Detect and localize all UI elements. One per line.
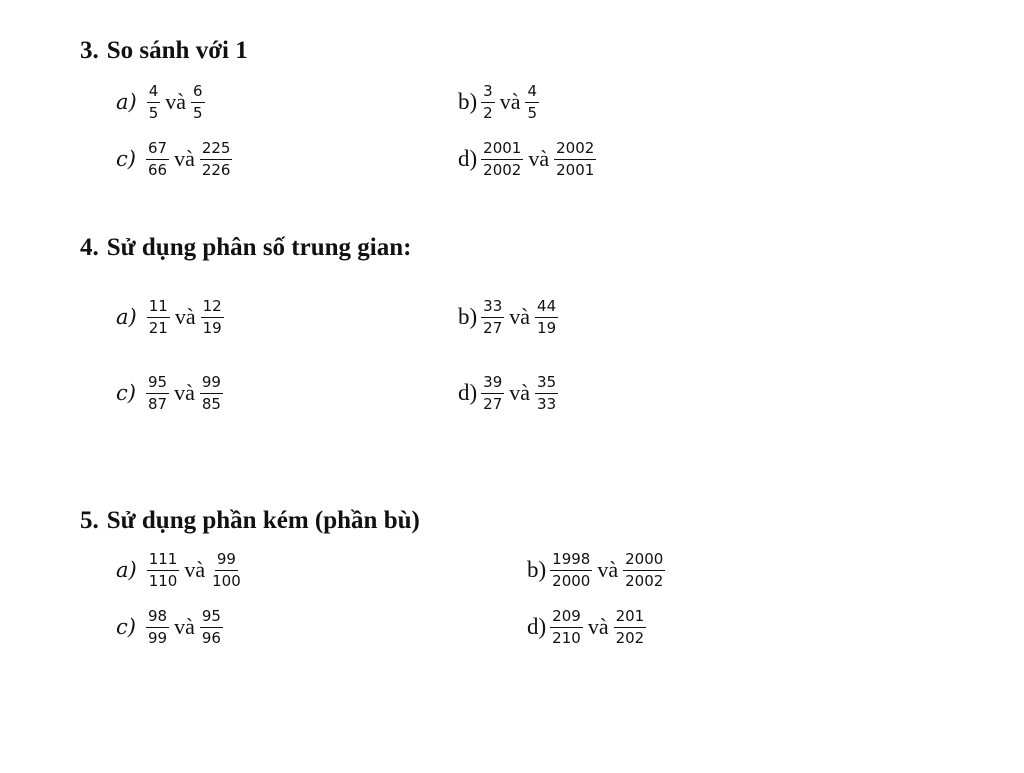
fraction-left <box>481 82 495 123</box>
numerator: 2000 <box>623 550 665 571</box>
numerator: 99 <box>200 373 223 394</box>
numerator: 3 <box>481 82 495 103</box>
conjunction: và <box>174 146 195 171</box>
exercise-4d <box>458 368 558 418</box>
numerator: 33 <box>481 297 504 318</box>
section-number: 3. <box>80 37 99 64</box>
denominator: 2002 <box>625 571 664 590</box>
conjunction: và <box>509 380 531 405</box>
fraction-right <box>535 297 558 338</box>
fraction-right <box>525 82 539 123</box>
fraction-left <box>550 607 583 648</box>
fraction-left <box>147 550 180 591</box>
conjunction: và <box>509 304 531 329</box>
numerator: 99 <box>215 550 238 571</box>
numerator: 35 <box>535 373 558 394</box>
section-title: So sánh với 1 <box>106 37 248 64</box>
exercise-5c <box>116 602 223 652</box>
fraction-left <box>147 297 170 338</box>
numerator: 2002 <box>554 139 596 160</box>
denominator: 87 <box>147 394 168 413</box>
fraction-right <box>614 607 647 648</box>
fraction-right <box>191 82 205 123</box>
numerator: 95 <box>146 373 169 394</box>
denominator: 2002 <box>483 160 522 179</box>
item-label: a) <box>116 558 137 582</box>
denominator: 21 <box>148 318 168 337</box>
numerator: 225 <box>200 139 233 160</box>
exercise-4a <box>116 292 224 342</box>
conjunction: và <box>528 146 550 171</box>
denominator: 19 <box>202 318 222 337</box>
numerator: 67 <box>146 139 169 160</box>
section-5-heading <box>80 506 420 536</box>
denominator: 210 <box>552 628 581 647</box>
numerator: 44 <box>535 297 558 318</box>
item-label: b) <box>527 557 547 582</box>
denominator: 99 <box>147 628 168 647</box>
fraction-right <box>623 550 665 591</box>
denominator: 2001 <box>556 160 595 179</box>
numerator: 6 <box>191 82 205 103</box>
fraction-right <box>200 607 223 648</box>
numerator: 201 <box>614 607 647 628</box>
exercise-4c <box>116 368 223 418</box>
denominator: 19 <box>537 318 557 337</box>
conjunction: và <box>597 557 619 582</box>
item-label: c) <box>116 381 136 405</box>
exercise-3a <box>116 77 205 127</box>
item-label: d) <box>458 380 478 405</box>
exercise-3c <box>116 134 232 184</box>
conjunction: và <box>184 557 206 582</box>
fraction-right <box>200 373 223 414</box>
section-number: 4. <box>80 234 99 261</box>
numerator: 95 <box>200 607 223 628</box>
item-label: b) <box>458 89 478 114</box>
conjunction: và <box>499 89 521 114</box>
item-label: d) <box>458 146 478 171</box>
item-label: a) <box>116 305 137 329</box>
section-title: Sử dụng phân số trung gian: <box>106 234 412 261</box>
section-4-heading <box>80 233 411 263</box>
denominator: 5 <box>148 103 159 122</box>
item-label: a) <box>116 90 137 114</box>
fraction-left <box>481 373 504 414</box>
section-title: Sử dụng phần kém (phần bù) <box>106 507 420 534</box>
fraction-left <box>147 82 161 123</box>
exercise-3d <box>458 134 596 184</box>
numerator: 98 <box>146 607 169 628</box>
item-label: c) <box>116 147 136 171</box>
fraction-left <box>481 139 523 180</box>
exercise-5d <box>527 602 646 652</box>
denominator: 85 <box>201 394 221 413</box>
section-number: 5. <box>80 507 99 534</box>
exercise-3b <box>458 77 539 127</box>
exercise-4b <box>458 292 558 342</box>
denominator: 5 <box>193 103 203 122</box>
numerator: 39 <box>481 373 504 394</box>
numerator: 4 <box>147 82 161 103</box>
denominator: 110 <box>148 571 178 590</box>
fraction-right <box>535 373 558 414</box>
fraction-right <box>210 550 243 591</box>
conjunction: và <box>174 614 195 639</box>
item-label: d) <box>527 614 547 639</box>
numerator: 2001 <box>481 139 523 160</box>
item-label: c) <box>116 615 136 639</box>
fraction-left <box>481 297 504 338</box>
numerator: 12 <box>201 297 224 318</box>
fraction-left <box>146 373 169 414</box>
fraction-left <box>146 139 169 180</box>
denominator: 2000 <box>552 571 591 590</box>
exercise-5a <box>116 545 243 595</box>
conjunction: và <box>174 304 196 329</box>
denominator: 66 <box>147 160 168 179</box>
item-label: b) <box>458 304 478 329</box>
numerator: 11 <box>147 297 170 318</box>
denominator: 226 <box>201 160 231 179</box>
conjunction: và <box>587 614 609 639</box>
conjunction: và <box>165 89 187 114</box>
denominator: 27 <box>483 318 503 337</box>
denominator: 100 <box>212 571 241 590</box>
fraction-right <box>554 139 596 180</box>
conjunction: và <box>174 380 195 405</box>
denominator: 2 <box>483 103 493 122</box>
fraction-left <box>146 607 169 648</box>
numerator: 209 <box>550 607 583 628</box>
denominator: 96 <box>201 628 221 647</box>
denominator: 5 <box>527 103 538 122</box>
numerator: 4 <box>525 82 539 103</box>
denominator: 33 <box>537 394 557 413</box>
numerator: 111 <box>147 550 180 571</box>
fraction-left <box>550 550 592 591</box>
section-3-heading <box>80 36 248 66</box>
fraction-right <box>201 297 224 338</box>
exercise-5b <box>527 545 665 595</box>
denominator: 27 <box>483 394 503 413</box>
fraction-right <box>200 139 233 180</box>
denominator: 202 <box>615 628 645 647</box>
numerator: 1998 <box>550 550 592 571</box>
